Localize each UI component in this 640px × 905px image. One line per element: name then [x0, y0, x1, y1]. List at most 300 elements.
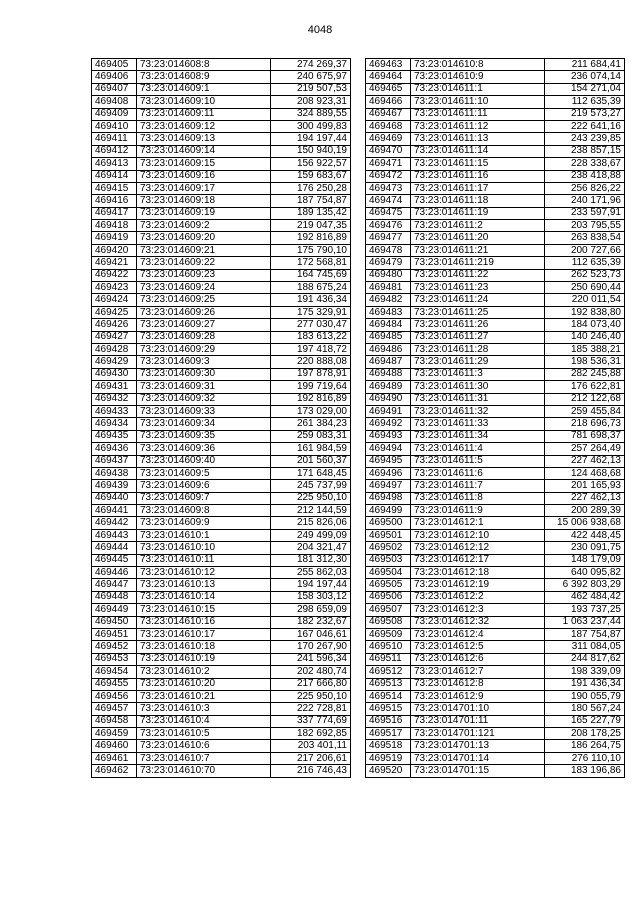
table-row [366, 505, 625, 517]
cadastral-number-cell: 73:23:014701:14 [411, 752, 545, 764]
cadastral-number-cell: 73:23:014610:18 [137, 641, 271, 653]
row-number-cell: 469506 [366, 591, 411, 603]
row-number-cell: 469456 [92, 690, 137, 702]
cadastral-number-cell: 73:23:014610:20 [137, 678, 271, 690]
cadastral-number-cell: 73:23:014612:8 [411, 678, 545, 690]
table-row [92, 418, 351, 430]
cadastral-number-cell: 73:23:014701:13 [411, 740, 545, 752]
table-row [92, 220, 351, 232]
value-cell: 250 690,44 [545, 282, 625, 294]
table-row [366, 269, 625, 281]
cadastral-number-cell: 73:23:014611:31 [411, 393, 545, 405]
value-cell: 156 922,57 [271, 158, 351, 170]
row-number-cell: 469486 [366, 343, 411, 355]
value-cell: 230 091,75 [545, 542, 625, 554]
table-row [366, 343, 625, 355]
row-number-cell: 469517 [366, 728, 411, 740]
value-cell: 256 826,22 [545, 182, 625, 194]
table-row [366, 71, 625, 83]
table-row [366, 616, 625, 628]
value-cell: 337 774,69 [271, 715, 351, 727]
value-cell: 182 692,85 [271, 728, 351, 740]
value-cell: 225 950,10 [271, 492, 351, 504]
cadastral-number-cell: 73:23:014609:31 [137, 381, 271, 393]
row-number-cell: 469511 [366, 653, 411, 665]
value-cell: 227 462,13 [545, 455, 625, 467]
value-cell: 161 984,59 [271, 443, 351, 455]
value-cell: 240 171,96 [545, 195, 625, 207]
table-row [366, 443, 625, 455]
value-cell: 249 499,09 [271, 529, 351, 541]
cadastral-number-cell: 73:23:014609:21 [137, 244, 271, 256]
table-row [366, 480, 625, 492]
value-cell: 192 838,80 [545, 306, 625, 318]
row-number-cell: 469502 [366, 542, 411, 554]
row-number-cell: 469444 [92, 542, 137, 554]
right-table-body [366, 59, 625, 778]
value-cell: 217 666,80 [271, 678, 351, 690]
table-row [92, 728, 351, 740]
row-number-cell: 469417 [92, 207, 137, 219]
table-row [366, 244, 625, 256]
table-row [92, 567, 351, 579]
value-cell: 233 597,91 [545, 207, 625, 219]
cadastral-number-cell: 73:23:014611:11 [411, 108, 545, 120]
cadastral-number-cell: 73:23:014701:15 [411, 765, 545, 777]
cadastral-number-cell: 73:23:014610:1 [137, 529, 271, 541]
value-cell: 175 790,10 [271, 244, 351, 256]
cadastral-number-cell: 73:23:014610:2 [137, 666, 271, 678]
table-row [366, 319, 625, 331]
row-number-cell: 469421 [92, 257, 137, 269]
value-cell: 186 264,75 [545, 740, 625, 752]
table-row [92, 752, 351, 764]
table-row [92, 678, 351, 690]
row-number-cell: 469453 [92, 653, 137, 665]
row-number-cell: 469423 [92, 282, 137, 294]
row-number-cell: 469487 [366, 356, 411, 368]
cadastral-number-cell: 73:23:014612:10 [411, 529, 545, 541]
cadastral-number-cell: 73:23:014611:3 [411, 368, 545, 380]
row-number-cell: 469450 [92, 616, 137, 628]
table-row [92, 120, 351, 132]
value-cell: 259 083,31 [271, 430, 351, 442]
table-row [92, 182, 351, 194]
cadastral-number-cell: 73:23:014609:32 [137, 393, 271, 405]
row-number-cell: 469488 [366, 368, 411, 380]
left-table-body [92, 59, 351, 778]
table-row [366, 368, 625, 380]
cadastral-number-cell: 73:23:014611:12 [411, 120, 545, 132]
value-cell: 154 271,04 [545, 83, 625, 95]
table-row [366, 604, 625, 616]
row-number-cell: 469416 [92, 195, 137, 207]
table-row [92, 207, 351, 219]
row-number-cell: 469463 [366, 59, 411, 71]
row-number-cell: 469451 [92, 628, 137, 640]
cadastral-number-cell: 73:23:014609:29 [137, 343, 271, 355]
cadastral-number-cell: 73:23:014611:20 [411, 232, 545, 244]
row-number-cell: 469503 [366, 554, 411, 566]
value-cell: 220 011,54 [545, 294, 625, 306]
table-row [366, 331, 625, 343]
row-number-cell: 469457 [92, 703, 137, 715]
row-number-cell: 469462 [92, 765, 137, 777]
value-cell: 187 754,87 [545, 628, 625, 640]
cadastral-number-cell: 73:23:014611:34 [411, 430, 545, 442]
table-row [92, 71, 351, 83]
table-row [366, 653, 625, 665]
row-number-cell: 469472 [366, 170, 411, 182]
cadastral-number-cell: 73:23:014612:6 [411, 653, 545, 665]
value-cell: 225 950,10 [271, 690, 351, 702]
value-cell: 217 206,61 [271, 752, 351, 764]
cadastral-number-cell: 73:23:014701:10 [411, 703, 545, 715]
value-cell: 277 030,47 [271, 319, 351, 331]
cadastral-number-cell: 73:23:014611:4 [411, 443, 545, 455]
row-number-cell: 469477 [366, 232, 411, 244]
row-number-cell: 469419 [92, 232, 137, 244]
table-row [92, 269, 351, 281]
row-number-cell: 469406 [92, 71, 137, 83]
table-row [92, 244, 351, 256]
value-cell: 243 239,85 [545, 133, 625, 145]
cadastral-number-cell: 73:23:014609:36 [137, 443, 271, 455]
value-cell: 199 719,64 [271, 381, 351, 393]
cadastral-number-cell: 73:23:014611:16 [411, 170, 545, 182]
table-row [92, 158, 351, 170]
cadastral-number-cell: 73:23:014612:1 [411, 517, 545, 529]
table-row [366, 158, 625, 170]
cadastral-number-cell: 73:23:014611:29 [411, 356, 545, 368]
cadastral-number-cell: 73:23:014611:219 [411, 257, 545, 269]
row-number-cell: 469408 [92, 96, 137, 108]
table-row [92, 59, 351, 71]
table-row [366, 59, 625, 71]
row-number-cell: 469445 [92, 554, 137, 566]
value-cell: 208 178,25 [545, 728, 625, 740]
row-number-cell: 469468 [366, 120, 411, 132]
table-row [92, 765, 351, 777]
cadastral-number-cell: 73:23:014609:23 [137, 269, 271, 281]
row-number-cell: 469490 [366, 393, 411, 405]
table-row [92, 591, 351, 603]
cadastral-number-cell: 73:23:014611:7 [411, 480, 545, 492]
row-number-cell: 469435 [92, 430, 137, 442]
cadastral-number-cell: 73:23:014609:9 [137, 517, 271, 529]
value-cell: 212 122,68 [545, 393, 625, 405]
row-number-cell: 469430 [92, 368, 137, 380]
table-row [92, 257, 351, 269]
cadastral-number-cell: 73:23:014610:7 [137, 752, 271, 764]
row-number-cell: 469494 [366, 443, 411, 455]
value-cell: 176 250,28 [271, 182, 351, 194]
cadastral-number-cell: 73:23:014612:17 [411, 554, 545, 566]
table-row [366, 393, 625, 405]
table-row [92, 517, 351, 529]
left-table [91, 58, 351, 778]
value-cell: 165 227,79 [545, 715, 625, 727]
row-number-cell: 469458 [92, 715, 137, 727]
value-cell: 183 613,22 [271, 331, 351, 343]
row-number-cell: 469464 [366, 71, 411, 83]
cadastral-number-cell: 73:23:014611:24 [411, 294, 545, 306]
value-cell: 197 878,91 [271, 368, 351, 380]
table-row [366, 170, 625, 182]
table-row [366, 195, 625, 207]
value-cell: 201 165,93 [545, 480, 625, 492]
value-cell: 191 436,34 [271, 294, 351, 306]
cadastral-number-cell: 73:23:014610:3 [137, 703, 271, 715]
cadastral-number-cell: 73:23:014612:3 [411, 604, 545, 616]
row-number-cell: 469493 [366, 430, 411, 442]
cadastral-number-cell: 73:23:014610:12 [137, 567, 271, 579]
cadastral-number-cell: 73:23:014612:7 [411, 666, 545, 678]
value-cell: 172 568,81 [271, 257, 351, 269]
table-row [366, 120, 625, 132]
cadastral-number-cell: 73:23:014609:34 [137, 418, 271, 430]
row-number-cell: 469513 [366, 678, 411, 690]
row-number-cell: 469455 [92, 678, 137, 690]
row-number-cell: 469489 [366, 381, 411, 393]
row-number-cell: 469508 [366, 616, 411, 628]
table-row [366, 418, 625, 430]
table-row [92, 430, 351, 442]
table-row [366, 294, 625, 306]
value-cell: 219 507,53 [271, 83, 351, 95]
cadastral-number-cell: 73:23:014611:32 [411, 405, 545, 417]
cadastral-number-cell: 73:23:014609:10 [137, 96, 271, 108]
table-row [366, 703, 625, 715]
cadastral-number-cell: 73:23:014609:8 [137, 505, 271, 517]
value-cell: 191 436,34 [545, 678, 625, 690]
table-row [92, 616, 351, 628]
value-cell: 236 074,14 [545, 71, 625, 83]
cadastral-number-cell: 73:23:014609:20 [137, 232, 271, 244]
table-row [92, 405, 351, 417]
page-number: 4048 [307, 24, 333, 36]
cadastral-number-cell: 73:23:014610:14 [137, 591, 271, 603]
table-row [366, 542, 625, 554]
table-row [92, 108, 351, 120]
value-cell: 202 480,74 [271, 666, 351, 678]
value-cell: 241 596,34 [271, 653, 351, 665]
value-cell: 218 696,73 [545, 418, 625, 430]
value-cell: 112 635,39 [545, 257, 625, 269]
value-cell: 324 889,55 [271, 108, 351, 120]
table-row [92, 690, 351, 702]
row-number-cell: 469432 [92, 393, 137, 405]
value-cell: 194 197,44 [271, 133, 351, 145]
value-cell: 181 312,30 [271, 554, 351, 566]
table-row [92, 356, 351, 368]
row-number-cell: 469485 [366, 331, 411, 343]
row-number-cell: 469519 [366, 752, 411, 764]
cadastral-number-cell: 73:23:014609:1 [137, 83, 271, 95]
row-number-cell: 469414 [92, 170, 137, 182]
row-number-cell: 469426 [92, 319, 137, 331]
cadastral-number-cell: 73:23:014609:30 [137, 368, 271, 380]
row-number-cell: 469481 [366, 282, 411, 294]
table-row [366, 715, 625, 727]
table-row [92, 480, 351, 492]
table-row [366, 690, 625, 702]
cadastral-number-cell: 73:23:014611:17 [411, 182, 545, 194]
cadastral-number-cell: 73:23:014611:2 [411, 220, 545, 232]
row-number-cell: 469424 [92, 294, 137, 306]
table-row [366, 430, 625, 442]
row-number-cell: 469446 [92, 567, 137, 579]
cadastral-number-cell: 73:23:014612:12 [411, 542, 545, 554]
cadastral-number-cell: 73:23:014612:32 [411, 616, 545, 628]
table-row [366, 628, 625, 640]
table-row [92, 740, 351, 752]
row-number-cell: 469441 [92, 505, 137, 517]
value-cell: 176 622,81 [545, 381, 625, 393]
cadastral-number-cell: 73:23:014610:11 [137, 554, 271, 566]
value-cell: 276 110,10 [545, 752, 625, 764]
table-row [92, 232, 351, 244]
table-row [366, 529, 625, 541]
row-number-cell: 469454 [92, 666, 137, 678]
value-cell: 215 826,06 [271, 517, 351, 529]
table-row [366, 381, 625, 393]
row-number-cell: 469447 [92, 579, 137, 591]
row-number-cell: 469422 [92, 269, 137, 281]
table-row [92, 653, 351, 665]
value-cell: 1 063 237,44 [545, 616, 625, 628]
cadastral-number-cell: 73:23:014609:13 [137, 133, 271, 145]
value-cell: 255 862,03 [271, 567, 351, 579]
value-cell: 222 728,81 [271, 703, 351, 715]
row-number-cell: 469434 [92, 418, 137, 430]
cadastral-number-cell: 73:23:014612:2 [411, 591, 545, 603]
value-cell: 238 857,15 [545, 145, 625, 157]
table-row [92, 282, 351, 294]
value-cell: 311 084,05 [545, 641, 625, 653]
row-number-cell: 469475 [366, 207, 411, 219]
value-cell: 263 838,54 [545, 232, 625, 244]
table-row [366, 108, 625, 120]
table-row [92, 455, 351, 467]
value-cell: 298 659,09 [271, 604, 351, 616]
value-cell: 222 641,16 [545, 120, 625, 132]
row-number-cell: 469501 [366, 529, 411, 541]
cadastral-number-cell: 73:23:014610:21 [137, 690, 271, 702]
value-cell: 211 684,41 [545, 59, 625, 71]
row-number-cell: 469469 [366, 133, 411, 145]
row-number-cell: 469438 [92, 467, 137, 479]
table-row [366, 467, 625, 479]
cadastral-number-cell: 73:23:014609:24 [137, 282, 271, 294]
value-cell: 170 267,90 [271, 641, 351, 653]
value-cell: 159 683,67 [271, 170, 351, 182]
row-number-cell: 469484 [366, 319, 411, 331]
value-cell: 180 567,24 [545, 703, 625, 715]
cadastral-number-cell: 73:23:014612:4 [411, 628, 545, 640]
table-row [366, 455, 625, 467]
value-cell: 220 888,08 [271, 356, 351, 368]
cadastral-number-cell: 73:23:014609:25 [137, 294, 271, 306]
cadastral-number-cell: 73:23:014611:21 [411, 244, 545, 256]
table-row [366, 492, 625, 504]
value-cell: 274 269,37 [271, 59, 351, 71]
row-number-cell: 469449 [92, 604, 137, 616]
row-number-cell: 469492 [366, 418, 411, 430]
cadastral-number-cell: 73:23:014609:27 [137, 319, 271, 331]
value-cell: 227 462,13 [545, 492, 625, 504]
table-row [92, 666, 351, 678]
table-row [92, 145, 351, 157]
value-cell: 171 648,45 [271, 467, 351, 479]
row-number-cell: 469465 [366, 83, 411, 95]
row-number-cell: 469415 [92, 182, 137, 194]
row-number-cell: 469431 [92, 381, 137, 393]
cadastral-number-cell: 73:23:014609:11 [137, 108, 271, 120]
value-cell: 140 246,40 [545, 331, 625, 343]
table-row [92, 319, 351, 331]
value-cell: 167 046,61 [271, 628, 351, 640]
table-row [366, 220, 625, 232]
table-row [92, 170, 351, 182]
row-number-cell: 469410 [92, 120, 137, 132]
cadastral-number-cell: 73:23:014609:19 [137, 207, 271, 219]
cadastral-number-cell: 73:23:014608:9 [137, 71, 271, 83]
row-number-cell: 469509 [366, 628, 411, 640]
table-row [366, 83, 625, 95]
cadastral-number-cell: 73:23:014609:14 [137, 145, 271, 157]
value-cell: 197 418,72 [271, 343, 351, 355]
cadastral-number-cell: 73:23:014609:33 [137, 405, 271, 417]
value-cell: 192 816,89 [271, 393, 351, 405]
cadastral-number-cell: 73:23:014611:23 [411, 282, 545, 294]
row-number-cell: 469498 [366, 492, 411, 504]
value-cell: 175 329,91 [271, 306, 351, 318]
row-number-cell: 469411 [92, 133, 137, 145]
table-row [366, 517, 625, 529]
row-number-cell: 469442 [92, 517, 137, 529]
table-row [92, 641, 351, 653]
value-cell: 259 455,84 [545, 405, 625, 417]
table-row [92, 306, 351, 318]
cadastral-number-cell: 73:23:014610:5 [137, 728, 271, 740]
cadastral-number-cell: 73:23:014611:33 [411, 418, 545, 430]
value-cell: 300 499,83 [271, 120, 351, 132]
row-number-cell: 469443 [92, 529, 137, 541]
cadastral-number-cell: 73:23:014610:8 [411, 59, 545, 71]
table-row [366, 405, 625, 417]
cadastral-number-cell: 73:23:014611:19 [411, 207, 545, 219]
table-row [366, 567, 625, 579]
value-cell: 193 737,25 [545, 604, 625, 616]
table-row [366, 232, 625, 244]
table-row [366, 579, 625, 591]
value-cell: 462 484,42 [545, 591, 625, 603]
table-row [92, 715, 351, 727]
row-number-cell: 469505 [366, 579, 411, 591]
row-number-cell: 469478 [366, 244, 411, 256]
table-row [366, 96, 625, 108]
value-cell: 124 468,68 [545, 467, 625, 479]
row-number-cell: 469482 [366, 294, 411, 306]
cadastral-number-cell: 73:23:014609:12 [137, 120, 271, 132]
value-cell: 212 144,59 [271, 505, 351, 517]
cadastral-number-cell: 73:23:014608:8 [137, 59, 271, 71]
table-row [366, 257, 625, 269]
value-cell: 182 232,67 [271, 616, 351, 628]
table-row [92, 529, 351, 541]
value-cell: 219 573,27 [545, 108, 625, 120]
